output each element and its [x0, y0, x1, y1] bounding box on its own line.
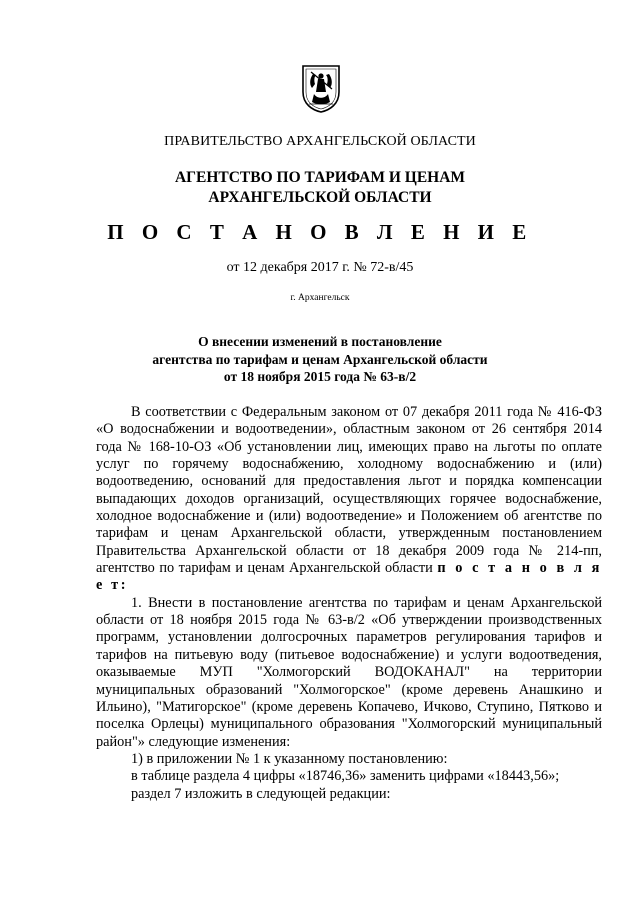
subject-line1: О внесении изменений в постановление [198, 334, 442, 349]
document-subject [0, 333, 640, 386]
preamble-paragraph [96, 404, 602, 595]
document-body [96, 404, 602, 803]
document-type-title: П О С Т А Н О В Л Е Н И Е [107, 220, 533, 244]
sub-item-1a-paragraph: в таблице раздела 4 цифры «18746,36» заменить цифрами «18443,56»; [131, 768, 560, 785]
agency-name-line1: АГЕНТСТВО ПО ТАРИФАМ И ЦЕНАМ [174, 169, 466, 186]
sub-item-1b-paragraph: раздел 7 изложить в следующей редакции: [131, 785, 391, 802]
government-name: ПРАВИТЕЛЬСТВО АРХАНГЕЛЬСКОЙ ОБЛАСТИ [164, 134, 476, 149]
agency-name-line2: АРХАНГЕЛЬСКОЙ ОБЛАСТИ [208, 189, 432, 206]
resolves-word: п о с т а н о в л я е т: [96, 560, 602, 594]
preamble-text: В соответствии с Федеральным законом от 07 декабря 2011 года № 416-ФЗ «О водоснабжении и водоотведении», областным законом от 26 сентября 2014 года № 168-10-ОЗ «Об установлении лиц, имеющих право на льготы по оплате услуг по горячему водоснабжению, холодному водоснабжению и (или) водоотведению, оснований для предоставления льгот и порядка компенсации выпадающих доходов организаций, осуществляющих горячее водоснабжение, холодное водоснабжение и (или) водоотведение» и Положением об агентстве по тарифам и ценам Архангельской области, утвержденным постановлением Правительства Архангельской области от 18 декабря 2009 года № 214-пп, агентство по тарифам и ценам Архангельской области [96, 404, 602, 577]
sub-item-1-paragraph: 1) в приложении № 1 к указанному постановлению: [131, 750, 448, 767]
coat-of-arms-emblem [299, 62, 343, 114]
subject-line3: от 18 ноября 2015 года № 63-в/2 [223, 369, 417, 384]
item-1-paragraph: 1. Внести в постановление агентства по тарифам и ценам Архангельской области от 18 ноября 2015 года № 63-в/2 «Об утверждении производственных программ, установлении долгосрочных параметров регулирования тарифов и тарифов на питьевую воду (питьевое водоснабжение) и услуги водоотведения, оказываемые МУП "Холмогорский ВОДОКАНАЛ" на территории муниципальных образований "Холмогорское" (кроме деревень Анашкино и Ильино), "Матигорское" (кроме деревень Копачево, Ичково, Ступино, Пятково и поселка Орлецы) муниципального образования "Холмогорский муниципальный район"» следующие изменения: [96, 594, 602, 750]
agency-name [0, 168, 640, 208]
archangel-shield-icon [299, 62, 343, 114]
city-name: г. Архангельск [290, 293, 350, 303]
subject-line2: агентства по тарифам и ценам Архангельской области [152, 351, 488, 367]
date-and-number: от 12 декабря 2017 г. № 72-в/45 [226, 260, 414, 275]
